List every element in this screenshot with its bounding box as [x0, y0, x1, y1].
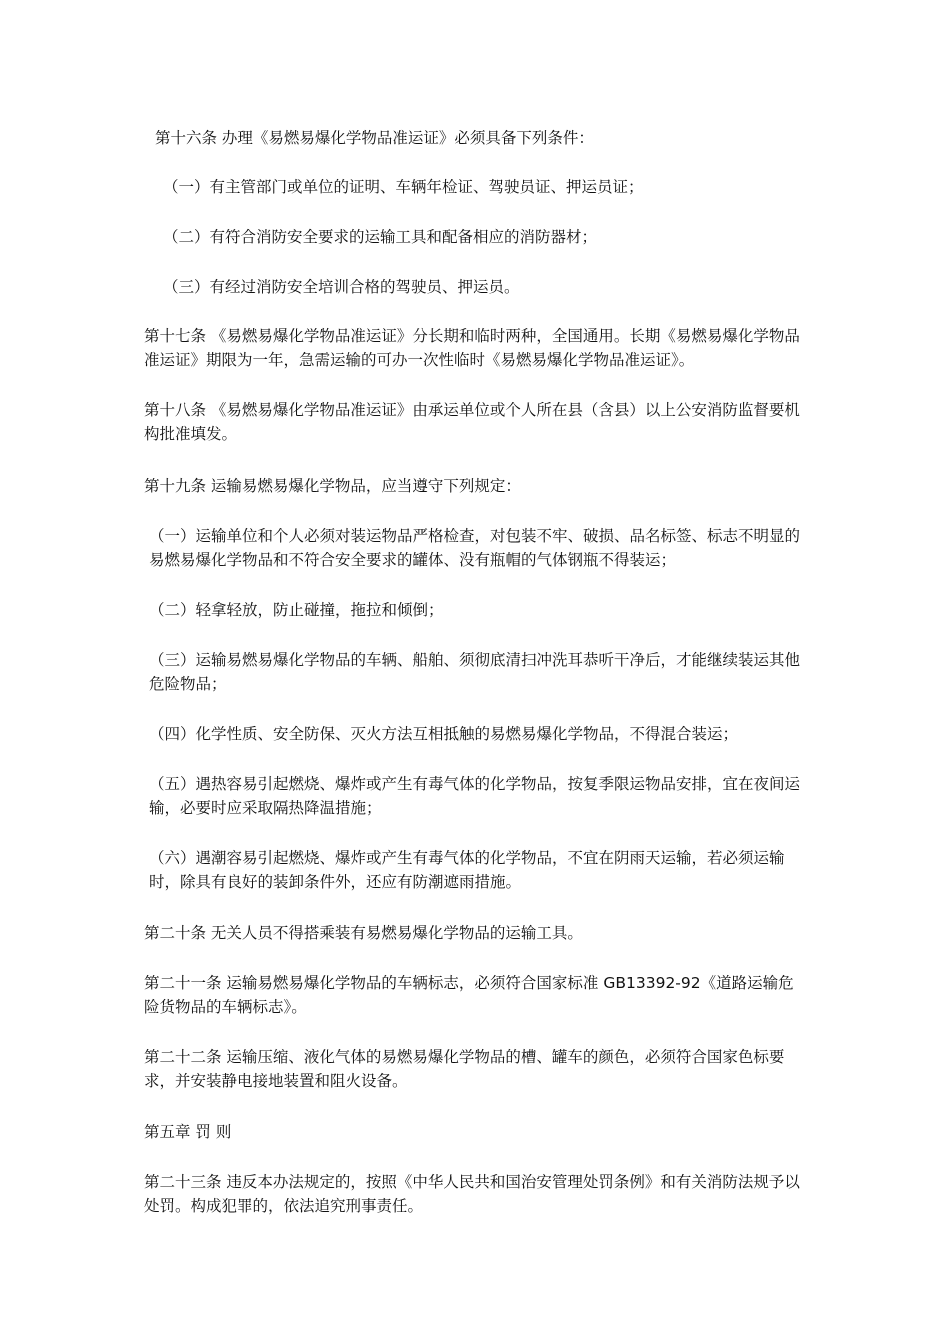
article-21: 第二十一条 运输易燃易爆化学物品的车辆标志，必须符合国家标准 GB13392-92《道路运输危险货物品的车辆标志》。 [144, 974, 794, 1016]
article-22: 第二十二条 运输压缩、液化气体的易燃易爆化学物品的槽、罐车的颜色，必须符合国家色标要求，并安装静电接地装置和阻火设备。 [144, 1048, 785, 1090]
article-18: 第十八条 《易燃易爆化学物品准运证》由承运单位或个人所在县（含县）以上公安消防监督要机构批准填发。 [144, 401, 800, 443]
article-19-item-5: （五）遇热容易引起燃烧、爆炸或产生有毒气体的化学物品，按复季限运物品安排，宜在夜间运输，必要时应采取隔热降温措施； [149, 775, 801, 817]
article-16: 第十六条 办理《易燃易爆化学物品准运证》必须具备下列条件： [155, 129, 594, 147]
article-17: 第十七条 《易燃易爆化学物品准运证》分长期和临时两种，全国通用。长期《易燃易爆化学物品准运证》期限为一年，急需运输的可办一次性临时《易燃易爆化学物品准运证》。 [144, 327, 800, 369]
article-19-item-4: （四）化学性质、安全防保、灭火方法互相抵触的易燃易爆化学物品，不得混合装运； [149, 725, 739, 743]
article-20: 第二十条 无关人员不得搭乘装有易燃易爆化学物品的运输工具。 [144, 924, 583, 942]
article-16-item-2: （二）有符合消防安全要求的运输工具和配备相应的消防器材； [163, 228, 598, 246]
article-16-item-3: （三）有经过消防安全培训合格的驾驶员、押运员。 [163, 278, 520, 296]
article-19: 第十九条 运输易燃易爆化学物品，应当遵守下列规定： [144, 477, 521, 495]
article-16-item-1: （一）有主管部门或单位的证明、车辆年检证、驾驶员证、押运员证； [163, 178, 644, 196]
article-19-item-1: （一）运输单位和个人必须对装运物品严格检查，对包装不牢、破损、品名标签、标志不明显的易燃易爆化学物品和不符合安全要求的罐体、没有瓶帽的气体钢瓶不得装运； [149, 527, 801, 569]
article-19-item-6: （六）遇潮容易引起燃烧、爆炸或产生有毒气体的化学物品，不宜在阴雨天运输，若必须运输时，除具有良好的装卸条件外，还应有防潮遮雨措施。 [149, 849, 785, 891]
chapter-5-heading: 第五章 罚 则 [144, 1123, 232, 1141]
article-19-item-2: （二）轻拿轻放，防止碰撞，拖拉和倾倒； [149, 601, 444, 619]
article-23: 第二十三条 违反本办法规定的，按照《中华人民共和国治安管理处罚条例》和有关消防法规予以处罚。构成犯罪的，依法追究刑事责任。 [144, 1173, 800, 1215]
article-19-item-3: （三）运输易燃易爆化学物品的车辆、船舶、须彻底清扫冲洗耳恭听干净后，才能继续装运其他危险物品； [149, 651, 801, 693]
